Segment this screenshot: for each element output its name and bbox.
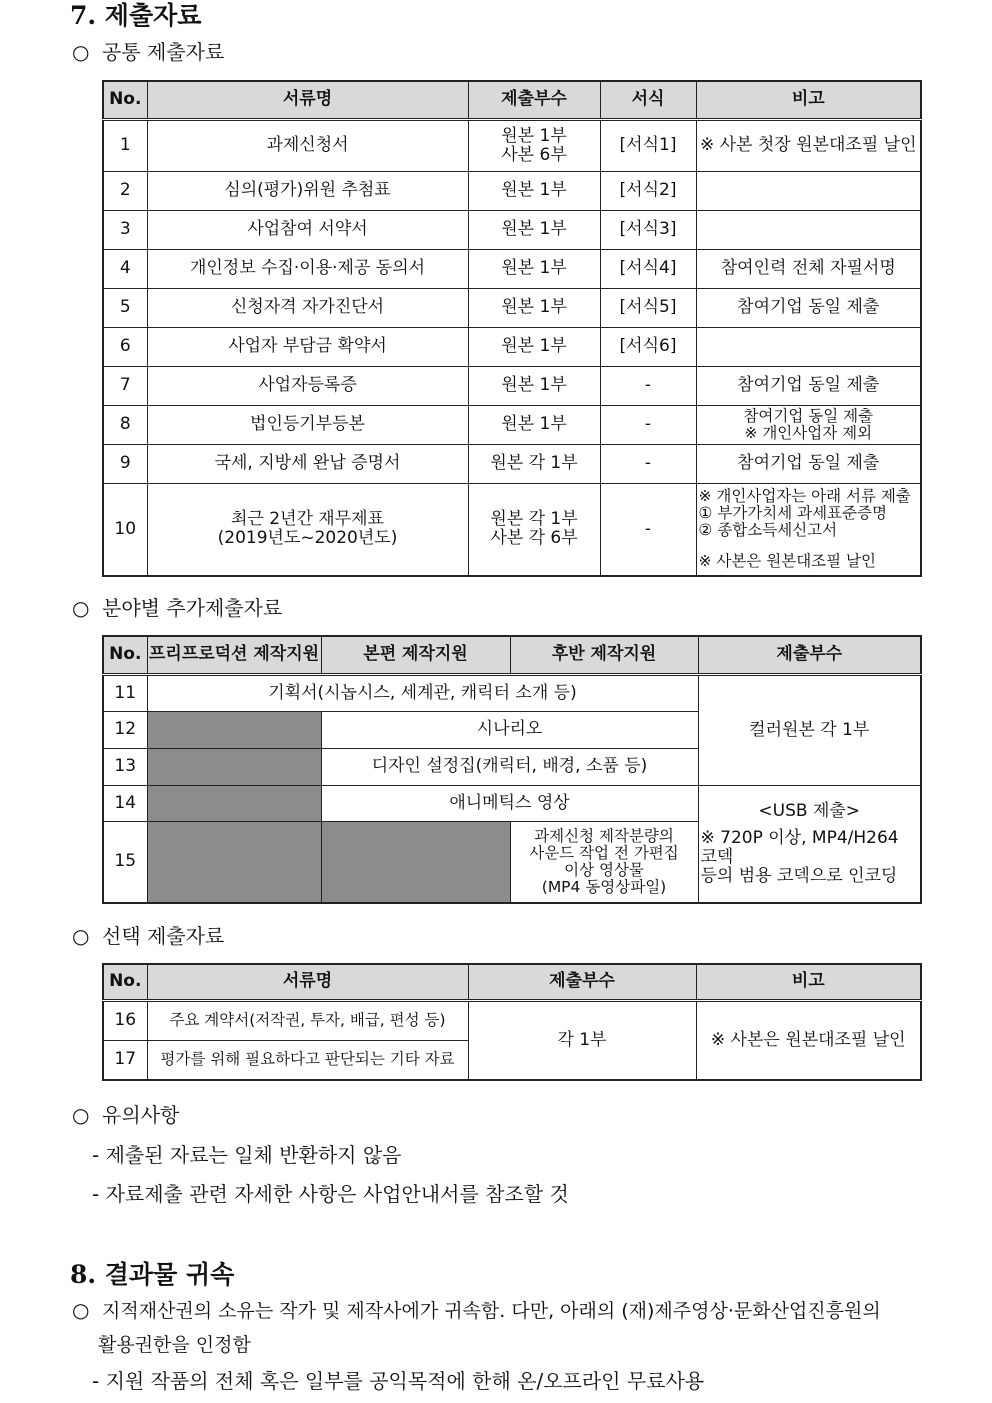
not-applicable-cell [321, 821, 510, 903]
optional-heading: ○ 선택 제출자료 [72, 924, 225, 948]
not-applicable-cell [147, 821, 321, 903]
table-row: 6 사업자 부담금 확약서 원본 1부 [서식6] [103, 327, 921, 366]
bullet-circle-icon: ○ [72, 596, 90, 620]
table-row: 11 기획서(시놉시스, 세계관, 캐릭터 소개 등) 컬러원본 각 1부 [103, 674, 921, 711]
bullet-circle-icon: ○ [72, 1298, 90, 1322]
table-row: 13 디자인 설정집(캐릭터, 배경, 소품 등) [103, 748, 921, 785]
table-row: 15 과제신청 제작분량의 사운드 작업 전 가편집 이상 영상물 (MP4 동영상파일) [103, 821, 921, 903]
ownership-dash: - 지원 작품의 전체 혹은 일부를 공익목적에 한해 온/오프라인 무료사용 [92, 1369, 705, 1393]
bullet-circle-icon: ○ [72, 40, 90, 64]
bullet-circle-icon: ○ [72, 924, 90, 948]
col-header-copies: 제출부수 [468, 81, 600, 119]
not-applicable-cell [147, 785, 321, 821]
table-row: 5 신청자격 자가진단서 원본 1부 [서식5] 참여기업 동일 제출 [103, 288, 921, 327]
table-row: 12 시나리오 [103, 711, 921, 748]
section-7-title: 7. 제출자료 [70, 1, 202, 30]
col-header-note: 비고 [696, 81, 921, 119]
table-row: 1 과제신청서 원본 1부 사본 6부 [서식1] ※ 사본 첫장 원본대조필 날인 [103, 119, 921, 171]
col-header-form: 서식 [600, 81, 696, 119]
bullet-circle-icon: ○ [72, 1103, 90, 1127]
table-row: 10 최근 2년간 재무제표 (2019년도~2020년도) 원본 각 1부 사본 각 6부 - ※ 개인사업자는 아래 서류 제출 ① 부가가치세 과세표준증명 ② 종합소득세신고서 ※ 사본은 원본대조필 날인 [103, 483, 921, 576]
optional-documents-table: No. 서류명 제출부수 비고 16 주요 계약서(저작권, 투자, 배급, 편성 등) 각 1부 ※ 사본은 원본대조필 날인 17 평가를 위해 필요하다고 판단되는 기타 자료 [102, 963, 922, 1081]
table-row: 17 평가를 위해 필요하다고 판단되는 기타 자료 [103, 1040, 921, 1080]
common-documents-table [102, 80, 922, 577]
notes-heading: ○ 유의사항 [72, 1103, 180, 1127]
table-row: 8 법인등기부등본 원본 1부 - 참여기업 동일 제출 ※ 개인사업자 제외 [103, 405, 921, 444]
field-heading: ○ 분야별 추가제출자료 [72, 596, 283, 620]
table-row: 2 심의(평가)위원 추첨표 원본 1부 [서식2] [103, 171, 921, 210]
table-row: 14 애니메틱스 영상 <USB 제출> ※ 720P 이상, MP4/H264 코덱 등의 범용 코덱으로 인코딩 [103, 785, 921, 821]
table-row: 9 국세, 지방세 완납 증명서 원본 각 1부 - 참여기업 동일 제출 [103, 444, 921, 483]
field-documents-table: No. 프리프로덕션 제작지원 본편 제작지원 후반 제작지원 제출부수 11 기획서(시놉시스, 세계관, 캐릭터 소개 등) 컬러원본 각 1부 12 시나리오 13 디자인 설정집(캐릭터, 배경, 소품 등) 14 애니메틱스 영상 <USB 제출> ※ 720P 이상, MP4/H264 코덱 등의 범용 코덱으로 인코딩 15 과제신청 제작분량의 사운드 작업 전 가편집 이상 영상물 (MP4 동영상파일) [102, 635, 922, 904]
ownership-bullet-cont: 활용권한을 인정함 [98, 1334, 251, 1356]
not-applicable-cell [147, 748, 321, 785]
common-heading: ○ 공통 제출자료 [72, 40, 225, 64]
note-item: - 제출된 자료는 일체 반환하지 않음 [92, 1143, 402, 1167]
note-item: - 자료제출 관련 자세한 사항은 사업안내서를 참조할 것 [92, 1182, 569, 1206]
section-8-title: 8. 결과물 귀속 [70, 1260, 235, 1289]
table-row: 7 사업자등록증 원본 1부 - 참여기업 동일 제출 [103, 366, 921, 405]
ownership-bullet: ○ 지적재산권의 소유는 작가 및 제작사에가 귀속함. 다만, 아래의 (재)제주영상·문화산업진흥원의 [72, 1298, 881, 1322]
col-header-no: No. [103, 81, 147, 119]
table-row: 16 주요 계약서(저작권, 투자, 배급, 편성 등) 각 1부 ※ 사본은 원본대조필 날인 [103, 1000, 921, 1040]
not-applicable-cell [147, 711, 321, 748]
col-header-name: 서류명 [147, 81, 468, 119]
table-row: 4 개인정보 수집·이용·제공 동의서 원본 1부 [서식4] 참여인력 전체 자필서명 [103, 249, 921, 288]
table-row: 3 사업참여 서약서 원본 1부 [서식3] [103, 210, 921, 249]
